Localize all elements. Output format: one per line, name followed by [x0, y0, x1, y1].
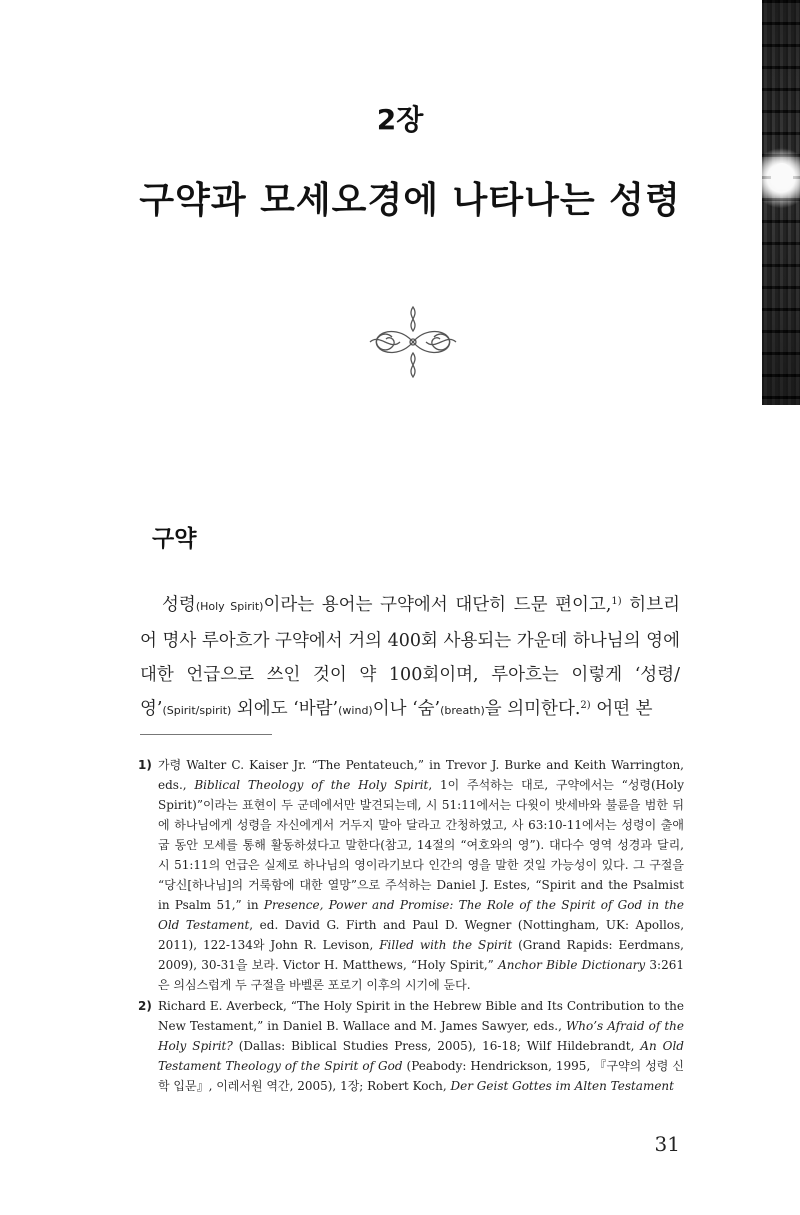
footnote-2	[138, 996, 684, 1096]
footnote-text: 가령 Walter C. Kaiser Jr. “The Pentateuch,” in Trevor J. Burke and Keith Warrington, eds.,	[158, 758, 684, 792]
page-number: 31	[654, 1132, 680, 1156]
body-text-3: 히브리어 명사 루아흐가 구약에서 거의 400회 사용되는 가운데 하나님의 영에 대한 언급으로 쓰인 것이 약 100회이며, 루아흐는 이렇게 ‘성령/영’	[140, 595, 681, 719]
chapter-label: 2장	[376, 103, 424, 136]
footnote-1	[138, 755, 684, 995]
dove-icon	[771, 163, 793, 189]
chapter-title: 구약과 모세오경에 나타나는 성령	[139, 180, 681, 221]
body-paragraph	[140, 588, 680, 728]
footnotes	[138, 755, 684, 1097]
body-gloss-wind: (wind)	[338, 704, 373, 717]
footnote-text: (Peabody: Hendrickson, 1995, 『구약의 성령 신학 입문』, 이레서원 역간, 2005), 1장; Robert Koch,	[158, 1059, 684, 1093]
body-gloss-spirit: (Spirit/spirit)	[162, 704, 232, 717]
footnote-divider	[140, 734, 272, 735]
footnote-text: (Dallas: Biblical Studies Press, 2005), 16-18; Wilf Hildebrandt,	[232, 1039, 641, 1053]
footnote-title: Presence, Power and Promise: The Role of the Spirit of God in the Old Testament	[158, 898, 685, 932]
footnote-title: Biblical Theology of the Holy Spirit	[194, 778, 429, 792]
footnote-ref-2[interactable]: 2)	[580, 700, 591, 711]
section-heading: 구약	[152, 526, 197, 552]
footnote-text: (Grand Rapids: Eerdmans, 2009), 30-31을 보라. Victor H. Matthews, “Holy Spirit,”	[158, 938, 684, 972]
footnote-title: Der Geist Gottes im Alten Testament	[450, 1079, 674, 1093]
footnote-text: , 1이 주석하는 대로, 구약에서는 “성령(Holy Spirit)”이라는 표현이 두 군데에서만 발견되는데, 시 51:11에서는 다윗이 밧세바와 불륜을 범한 뒤에 하나님에게 성령을 자신에게서 거두지 말아 달라고 간청하였고, 사 63:10-11에서는 성령이 출애굽 동안 모세를 통해 활동하셨다고 말한다(참고, 14절의 “여호와의 영”). 대다수 영역 성경과 달리, 시 51:11의 언급은 실제로 하나님의 영이라기보다 인간의 영을 말한 것일 가능성이 있다. 그 구절을 “당신[하나님]의 거룩함에 대한 열망”으로 주석하는 Daniel J. Estes, “Spirit and the Psalmist in Psalm 51,” in	[158, 778, 684, 912]
body-text-5: 이나 ‘숨’	[372, 699, 441, 719]
body-gloss-holy-spirit: (Holy Spirit)	[195, 600, 264, 613]
footnote-ref-1[interactable]: 1)	[611, 596, 622, 607]
footnote-title: Anchor Bible Dictionary	[498, 958, 646, 972]
footnote-title: Who’s Afraid of the Holy Spirit?	[158, 1019, 685, 1053]
body-text-4: 외에도 ‘바람’	[231, 699, 339, 719]
footnote-title: Filled with the Spirit	[379, 938, 513, 952]
body-text-6: 을 의미한다.	[484, 699, 581, 719]
footnote-text: 3:261은 의심스럽게 두 구절을 바벨론 포로기 이후의 시기에 둔다.	[158, 958, 684, 992]
body-text-7: 어떤 본	[590, 699, 653, 719]
flourish-ornament-icon	[366, 303, 460, 381]
body-gloss-breath: (breath)	[440, 704, 485, 717]
body-text-2: 이라는 용어는 구약에서 대단히 드문 편이고,	[263, 595, 612, 615]
footnote-title: An Old Testament Theology of the Spirit of God	[158, 1039, 684, 1073]
footnote-text: Richard E. Averbeck, “The Holy Spirit in the Hebrew Bible and Its Contribution to the New Testament,” in Daniel B. Wallace and M. James Sawyer, eds.,	[158, 999, 684, 1033]
footnote-number: 1)	[138, 758, 152, 772]
footnote-text: , ed. David G. Firth and Paul D. Wegner (Nottingham, UK: Apollos, 2011), 122-134와 John R. Levison,	[158, 918, 685, 952]
footnote-number: 2)	[138, 999, 152, 1013]
body-text-1: 성령	[162, 595, 196, 615]
